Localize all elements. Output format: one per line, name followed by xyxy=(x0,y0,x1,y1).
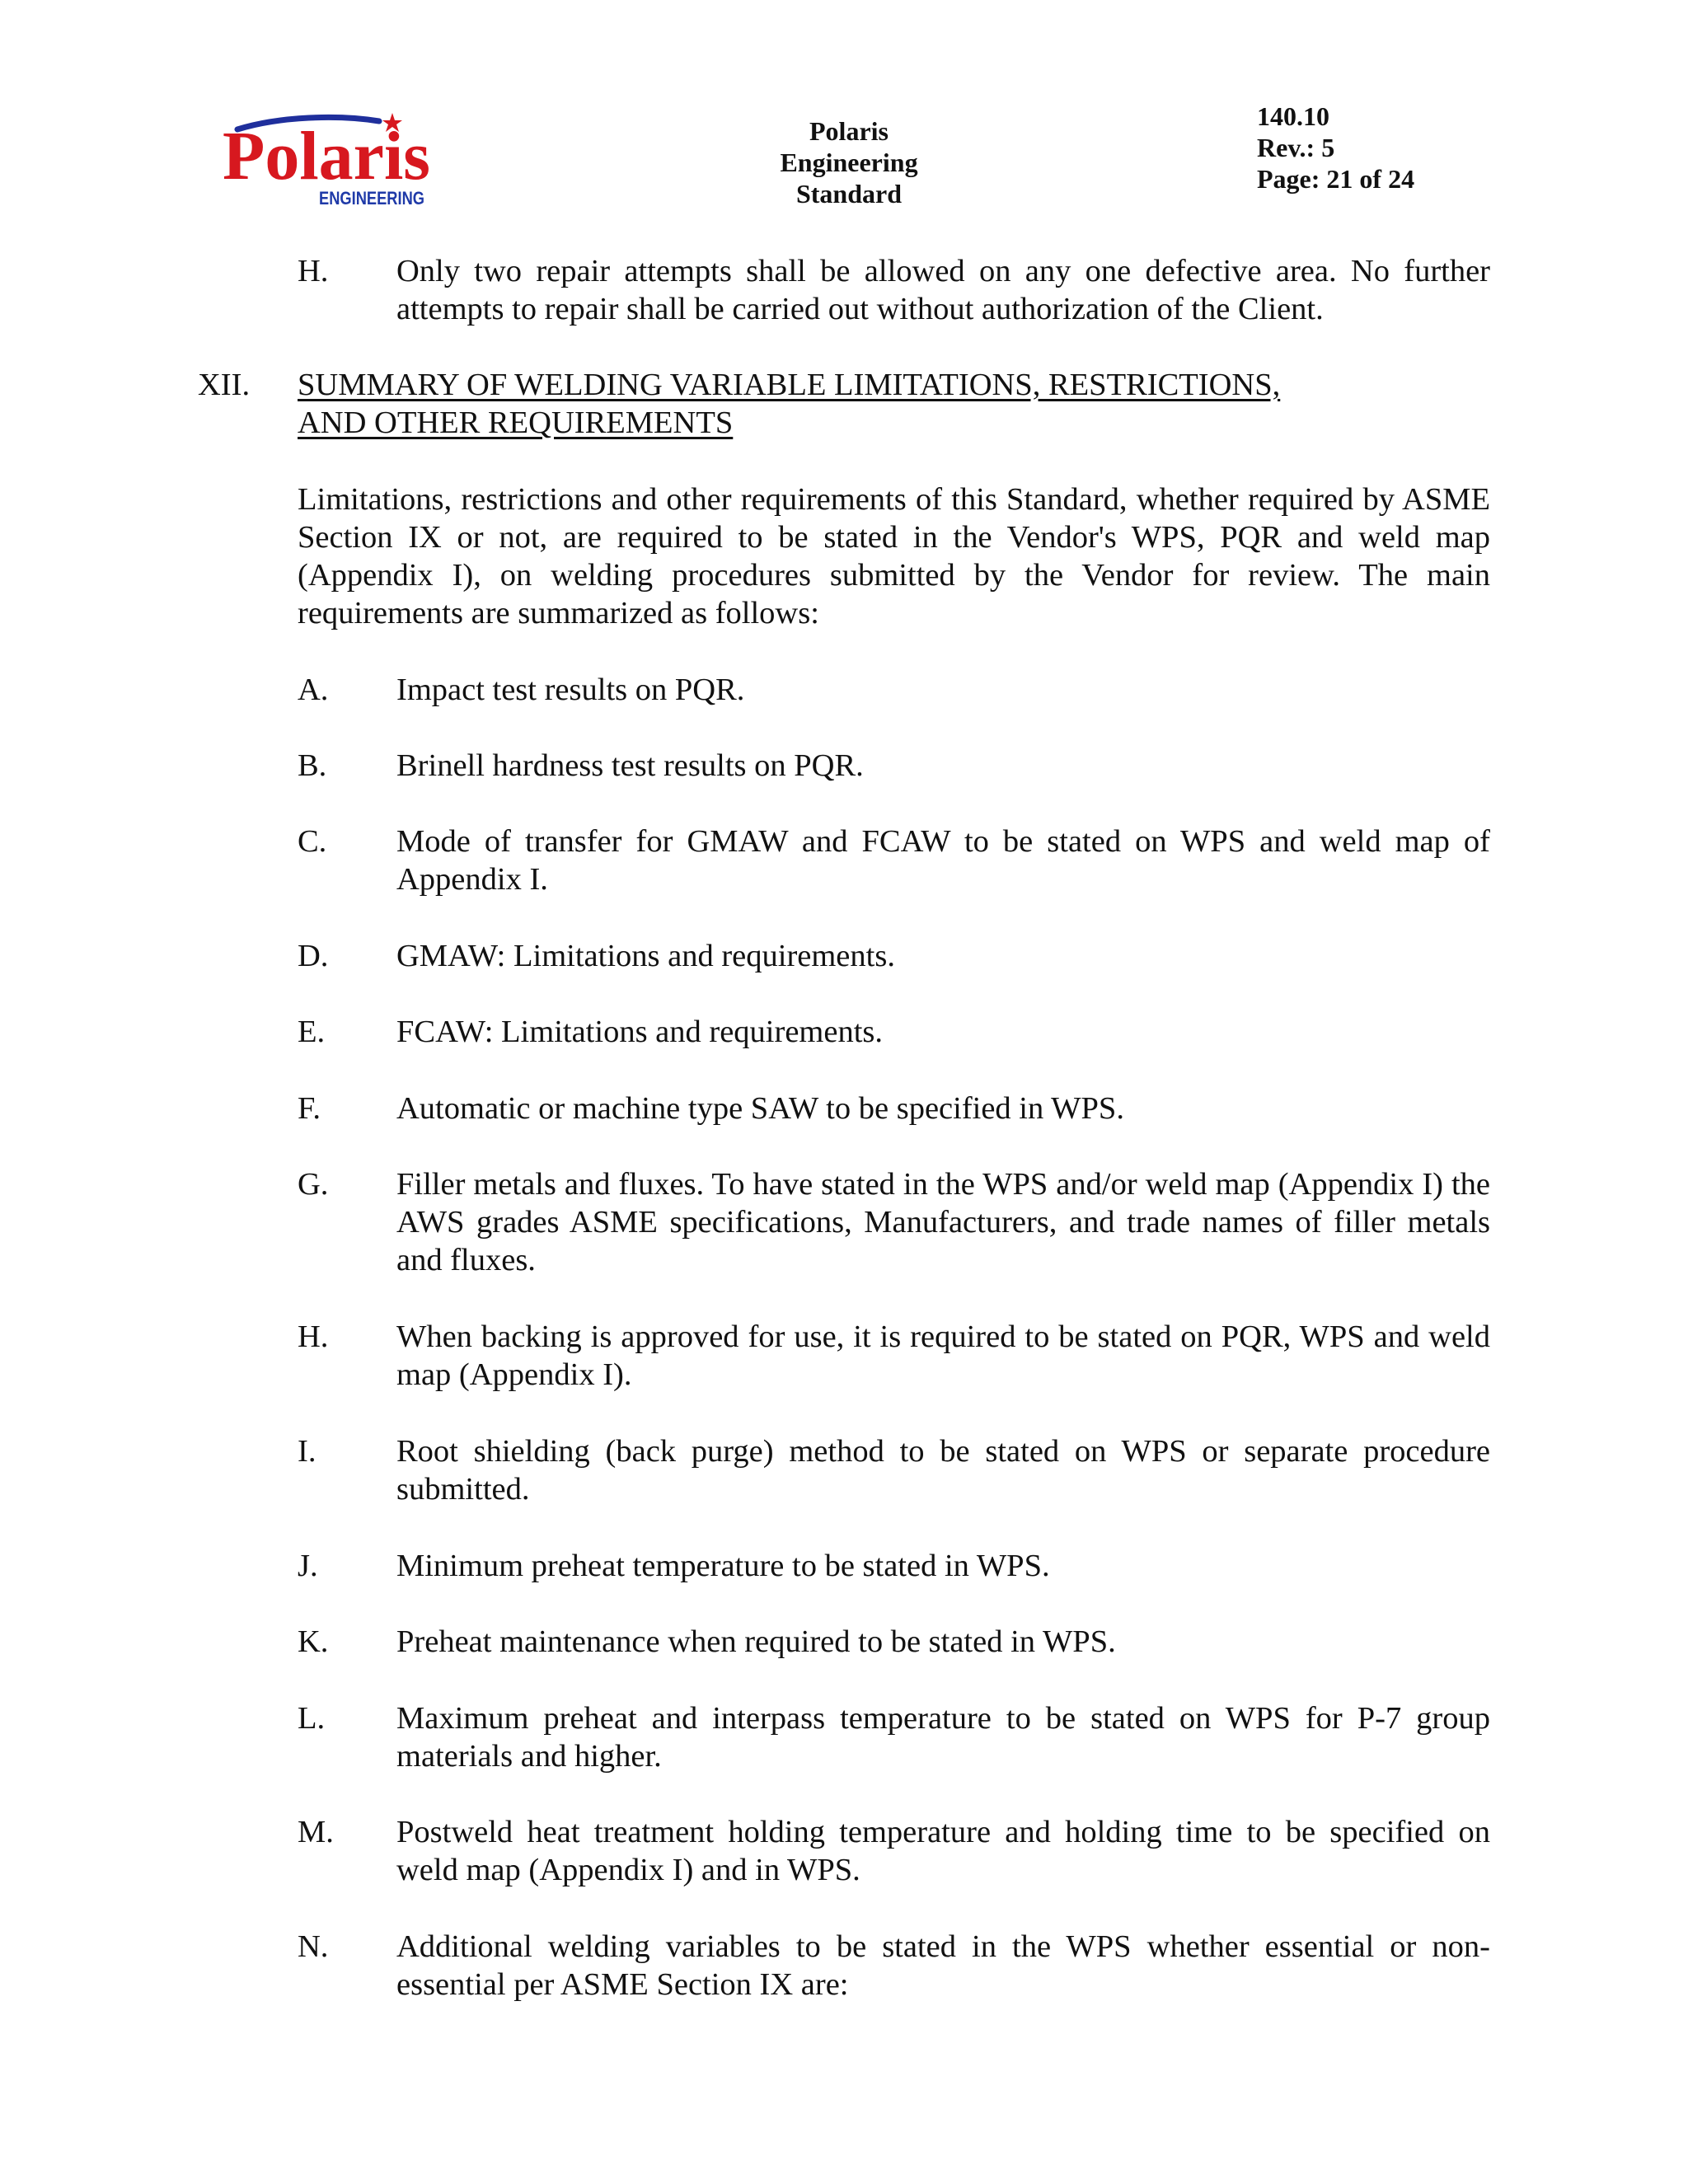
list-item-letter: N. xyxy=(298,1929,329,1964)
list-item-text: Only two repair attempts shall be allowed on any one defective area. No further attempts to repair shall be carried out without authorization of the Client. xyxy=(396,254,1490,326)
doc-revision: Rev.: 5 xyxy=(1257,133,1335,162)
list-item-text: Filler metals and fluxes. To have stated in the WPS and/or weld map (Appendix I) the AWS grades ASME specifications, Manufacturers, and trade names of filler metals and fluxes. xyxy=(396,1167,1490,1277)
header-doc-info xyxy=(1257,101,1414,194)
list-item-letter: G. xyxy=(298,1167,329,1202)
list-item-letter: H. xyxy=(298,1319,329,1354)
doc-number: 140.10 xyxy=(1257,101,1329,131)
header-title-block xyxy=(725,115,973,209)
section-heading xyxy=(298,366,1369,442)
list-item-letter: B. xyxy=(298,748,327,783)
list-item-text: FCAW: Limitations and requirements. xyxy=(396,1015,884,1049)
header-title-line: Polaris xyxy=(809,116,889,146)
section-intro-paragraph: Limitations, restrictions and other requirements of this Standard, whether required by ASME Section IX or not, are required to be stated in the Vendor's WPS, PQR and weld map (Appendix I), on welding procedures submitted by the Vendor for review. The main requirements are summarized as follows: xyxy=(298,482,1490,630)
list-item-letter: C. xyxy=(298,824,327,859)
header-title-line: Standard xyxy=(795,179,903,209)
list-item-text: Root shielding (back purge) method to be stated on WPS or separate procedure submitted. xyxy=(396,1434,1490,1507)
list-item-text: Brinell hardness test results on PQR. xyxy=(396,748,864,783)
list-item-text: Minimum preheat temperature to be stated in WPS. xyxy=(396,1549,1050,1583)
list-item-text: Preheat maintenance when required to be stated in WPS. xyxy=(396,1624,1116,1659)
list-item-letter: J. xyxy=(298,1549,318,1583)
list-item-letter: L. xyxy=(298,1701,326,1736)
list-item-letter: A. xyxy=(298,673,329,707)
section-numeral: XII. xyxy=(198,368,251,402)
list-item-letter: D. xyxy=(298,939,329,973)
list-item-text: Maximum preheat and interpass temperature to be stated on WPS for P-7 group materials and higher. xyxy=(396,1701,1490,1774)
list-item-text: Impact test results on PQR. xyxy=(396,673,745,707)
list-item-letter: F. xyxy=(298,1091,321,1126)
list-item-letter: I. xyxy=(298,1434,316,1469)
logo-wordmark: Polaris xyxy=(223,118,430,194)
list-item-text: Mode of transfer for GMAW and FCAW to be stated on WPS and weld map of Appendix I. xyxy=(396,824,1490,897)
header-title-line: Engineering xyxy=(780,148,918,177)
list-item-text: Postweld heat treatment holding temperature and holding time to be specified on weld map (Appendix I) and in WPS. xyxy=(396,1815,1490,1887)
logo-subtitle: ENGINEERING xyxy=(319,188,424,209)
list-item-text: Additional welding variables to be stated in the WPS whether essential or non-essential per ASME Section IX are: xyxy=(396,1929,1490,2002)
list-item-text: GMAW: Limitations and requirements. xyxy=(396,939,895,973)
polaris-logo-graphic xyxy=(223,111,437,214)
list-item-text: When backing is approved for use, it is required to be stated on PQR, WPS and weld map (Appendix I). xyxy=(396,1319,1490,1392)
page-number: Page: 21 of 24 xyxy=(1257,164,1415,194)
section-heading-line: AND OTHER REQUIREMENTS xyxy=(298,405,734,440)
list-item-letter: M. xyxy=(298,1815,334,1849)
polaris-logo xyxy=(223,111,437,214)
list-item-text: Automatic or machine type SAW to be specified in WPS. xyxy=(396,1091,1124,1126)
section-heading-line: SUMMARY OF WELDING VARIABLE LIMITATIONS, RESTRICTIONS, xyxy=(298,368,1281,402)
list-item-letter: H. xyxy=(298,254,329,288)
list-item-letter: K. xyxy=(298,1624,329,1659)
list-item-letter: E. xyxy=(298,1015,326,1049)
